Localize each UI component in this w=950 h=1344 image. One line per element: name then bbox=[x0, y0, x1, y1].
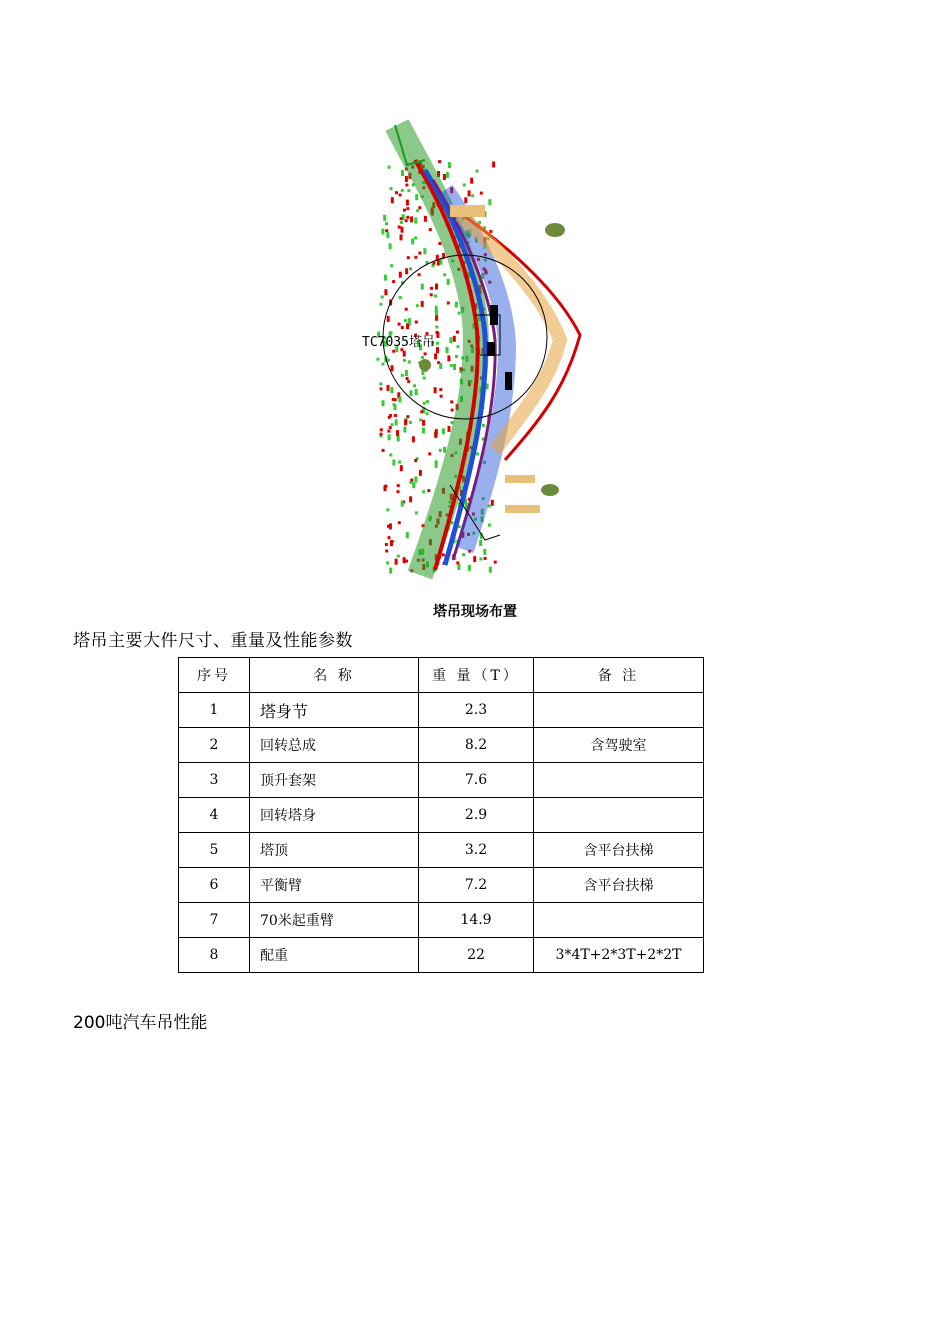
site-marker bbox=[388, 166, 391, 169]
cell-name: 顶升套架 bbox=[250, 763, 419, 798]
site-marker bbox=[408, 360, 411, 363]
site-marker bbox=[400, 465, 403, 471]
site-marker bbox=[414, 459, 417, 462]
site-marker bbox=[405, 176, 408, 182]
site-marker bbox=[448, 426, 451, 432]
site-marker bbox=[453, 364, 456, 370]
site-marker bbox=[398, 521, 401, 524]
site-marker bbox=[435, 462, 438, 468]
site-marker bbox=[380, 433, 383, 436]
cell-weight: 7.2 bbox=[419, 868, 534, 903]
site-marker bbox=[401, 501, 404, 507]
cell-no: 1 bbox=[179, 693, 250, 728]
header-weight: 重 量（T） bbox=[419, 658, 534, 693]
site-marker bbox=[439, 449, 442, 452]
site-marker bbox=[423, 402, 426, 405]
site-marker bbox=[387, 430, 390, 433]
site-marker bbox=[455, 302, 458, 308]
table-row bbox=[179, 798, 704, 833]
site-marker bbox=[388, 434, 391, 440]
site-marker bbox=[406, 532, 409, 538]
cell-weight: 14.9 bbox=[419, 903, 534, 938]
site-marker bbox=[447, 279, 450, 285]
site-marker bbox=[384, 275, 387, 281]
site-marker bbox=[400, 234, 403, 240]
crane-label: TC7035塔吊 bbox=[362, 335, 435, 350]
site-marker bbox=[397, 436, 400, 442]
site-marker bbox=[434, 294, 437, 297]
site-marker bbox=[399, 194, 402, 197]
site-marker bbox=[428, 452, 431, 455]
site-marker bbox=[434, 387, 437, 393]
site-marker bbox=[416, 209, 419, 212]
site-marker bbox=[401, 189, 404, 192]
site-marker bbox=[414, 477, 417, 483]
cell-no: 4 bbox=[179, 798, 250, 833]
site-marker bbox=[408, 318, 411, 324]
cell-name: 塔身节 bbox=[250, 693, 419, 728]
site-marker bbox=[448, 162, 451, 168]
site-marker bbox=[401, 326, 404, 329]
site-marker bbox=[457, 564, 460, 570]
site-marker bbox=[414, 256, 417, 259]
site-marker bbox=[415, 194, 418, 200]
site-marker bbox=[389, 426, 392, 429]
site-marker bbox=[434, 432, 437, 438]
site-marker bbox=[410, 390, 413, 396]
cell-weight: 2.9 bbox=[419, 798, 534, 833]
cell-remark: 3*4T+2*3T+2*2T bbox=[534, 938, 704, 973]
site-marker bbox=[421, 301, 424, 307]
site-marker bbox=[451, 409, 454, 412]
cell-no: 5 bbox=[179, 833, 250, 868]
site-marker bbox=[456, 561, 459, 564]
site-marker bbox=[385, 229, 388, 232]
site-marker bbox=[391, 197, 394, 203]
site-marker bbox=[447, 355, 450, 361]
site-marker bbox=[392, 398, 395, 401]
cell-remark bbox=[534, 798, 704, 833]
site-marker bbox=[410, 479, 413, 482]
site-marker bbox=[456, 331, 459, 334]
cell-remark: 含平台扶梯 bbox=[534, 833, 704, 868]
cell-name: 塔顶 bbox=[250, 833, 419, 868]
site-marker bbox=[455, 355, 458, 358]
site-marker bbox=[380, 387, 383, 390]
site-marker bbox=[414, 218, 417, 224]
site-marker bbox=[405, 268, 408, 274]
site-marker bbox=[491, 500, 494, 506]
site-marker bbox=[406, 377, 409, 380]
site-marker bbox=[382, 449, 385, 452]
cell-name: 配重 bbox=[250, 938, 419, 973]
site-marker bbox=[403, 359, 406, 362]
site-marker bbox=[482, 424, 485, 427]
site-marker bbox=[409, 267, 412, 270]
site-marker bbox=[397, 484, 400, 487]
site-marker bbox=[391, 365, 394, 371]
site-marker bbox=[392, 460, 395, 466]
site-marker bbox=[379, 303, 382, 306]
table-row bbox=[179, 938, 704, 973]
site-marker bbox=[392, 350, 395, 353]
site-marker bbox=[488, 524, 491, 527]
site-marker bbox=[392, 280, 395, 283]
site-marker bbox=[443, 174, 446, 180]
site-marker bbox=[401, 170, 404, 176]
site-marker bbox=[393, 403, 396, 406]
figure-caption: 塔吊现场布置 bbox=[433, 604, 517, 620]
site-marker bbox=[479, 540, 482, 546]
site-marker bbox=[421, 284, 424, 290]
site-marker bbox=[443, 273, 446, 276]
site-marker bbox=[407, 380, 410, 383]
site-marker bbox=[409, 496, 412, 502]
site-marker bbox=[395, 191, 398, 194]
site-marker bbox=[427, 489, 430, 492]
site-marker bbox=[468, 565, 471, 571]
site-marker bbox=[405, 219, 408, 222]
site-marker bbox=[464, 197, 467, 203]
site-marker bbox=[405, 184, 408, 187]
site-marker bbox=[443, 447, 446, 453]
site-marker bbox=[398, 461, 401, 464]
site-marker bbox=[398, 397, 401, 403]
site-marker bbox=[394, 414, 397, 417]
site-marker bbox=[381, 363, 384, 366]
cell-weight: 2.3 bbox=[419, 693, 534, 728]
site-marker bbox=[430, 293, 433, 296]
site-marker bbox=[439, 259, 442, 265]
site-marker bbox=[396, 430, 399, 436]
site-marker bbox=[438, 160, 441, 163]
site-marker bbox=[436, 347, 439, 353]
site-marker bbox=[429, 228, 432, 231]
site-marker bbox=[386, 232, 389, 238]
site-marker bbox=[391, 423, 394, 426]
site-marker bbox=[390, 187, 393, 190]
site-marker bbox=[484, 557, 487, 560]
site-marker bbox=[419, 419, 422, 422]
site-marker bbox=[409, 421, 412, 424]
header-no: 序号 bbox=[179, 658, 250, 693]
site-marker bbox=[389, 568, 392, 574]
site-marker bbox=[385, 543, 388, 546]
site-marker bbox=[386, 561, 389, 564]
site-marker bbox=[494, 561, 497, 564]
site-marker bbox=[438, 242, 441, 245]
site-marker bbox=[398, 226, 401, 229]
site-marker bbox=[419, 470, 422, 476]
site-marker bbox=[406, 200, 409, 206]
table-row bbox=[179, 693, 704, 728]
site-marker bbox=[399, 272, 402, 278]
site-marker bbox=[380, 428, 383, 431]
site-marker bbox=[385, 222, 388, 225]
site-marker bbox=[414, 236, 417, 239]
table-header-row bbox=[179, 658, 704, 693]
site-marker bbox=[435, 326, 438, 329]
site-marker bbox=[489, 567, 492, 573]
site-marker bbox=[468, 190, 471, 196]
site-marker bbox=[403, 557, 406, 563]
cell-remark: 含平台扶梯 bbox=[534, 868, 704, 903]
site-marker bbox=[453, 336, 456, 342]
site-marker bbox=[398, 323, 401, 326]
site-marker bbox=[406, 207, 409, 210]
site-marker bbox=[395, 559, 398, 565]
site-marker bbox=[405, 308, 408, 311]
cell-name: 平衡臂 bbox=[250, 868, 419, 903]
site-marker bbox=[450, 364, 453, 367]
site-marker bbox=[476, 452, 479, 455]
site-marker bbox=[401, 227, 404, 233]
site-marker bbox=[384, 289, 387, 295]
site-marker bbox=[436, 331, 439, 334]
site-marker bbox=[405, 370, 408, 376]
site-marker bbox=[412, 482, 415, 488]
site-marker bbox=[489, 230, 492, 233]
site-marker bbox=[433, 262, 436, 265]
table-row bbox=[179, 833, 704, 868]
site-marker bbox=[390, 264, 393, 267]
site-marker bbox=[435, 284, 438, 290]
site-marker bbox=[426, 400, 429, 403]
site-marker bbox=[422, 490, 425, 493]
site-marker bbox=[423, 248, 426, 254]
site-marker bbox=[471, 194, 474, 197]
site-marker bbox=[463, 184, 466, 187]
site-marker bbox=[397, 490, 400, 493]
section2-title: 200吨汽车吊性能 bbox=[73, 1013, 208, 1033]
site-marker bbox=[421, 356, 424, 359]
site-marker bbox=[418, 273, 421, 276]
site-marker bbox=[442, 428, 445, 434]
site-marker bbox=[422, 420, 425, 426]
table-row bbox=[179, 728, 704, 763]
site-marker bbox=[389, 414, 392, 417]
site-marker bbox=[442, 553, 445, 556]
cell-name: 回转总成 bbox=[250, 728, 419, 763]
site-marker bbox=[407, 189, 410, 192]
site-marker bbox=[403, 209, 406, 212]
header-name: 名 称 bbox=[250, 658, 419, 693]
site-marker bbox=[407, 256, 410, 259]
site-marker bbox=[395, 419, 398, 425]
site-marker bbox=[411, 238, 414, 244]
site-layout-figure bbox=[355, 120, 595, 580]
cell-no: 2 bbox=[179, 728, 250, 763]
site-marker bbox=[387, 385, 390, 391]
site-marker bbox=[422, 427, 425, 433]
site-marker bbox=[449, 337, 452, 343]
site-marker bbox=[389, 453, 392, 456]
site-marker bbox=[415, 511, 418, 514]
site-marker bbox=[404, 319, 407, 322]
site-marker bbox=[480, 192, 483, 195]
site-marker bbox=[439, 363, 442, 369]
site-marker bbox=[420, 410, 423, 413]
site-marker bbox=[404, 419, 407, 425]
component-spec-table bbox=[178, 657, 704, 973]
cell-no: 8 bbox=[179, 938, 250, 973]
site-marker bbox=[387, 316, 390, 322]
site-marker bbox=[423, 377, 426, 380]
site-marker bbox=[390, 540, 393, 546]
site-layout-drawing bbox=[355, 120, 595, 580]
site-marker bbox=[389, 243, 392, 249]
table-row bbox=[179, 903, 704, 938]
cell-remark bbox=[534, 903, 704, 938]
site-marker bbox=[473, 556, 476, 562]
site-marker bbox=[382, 400, 385, 406]
site-marker bbox=[488, 199, 491, 205]
table-row bbox=[179, 763, 704, 798]
site-marker bbox=[390, 387, 393, 393]
site-marker bbox=[450, 400, 453, 403]
cell-no: 7 bbox=[179, 903, 250, 938]
cell-no: 6 bbox=[179, 868, 250, 903]
site-marker bbox=[483, 549, 486, 555]
site-marker bbox=[386, 508, 389, 511]
site-marker bbox=[381, 296, 384, 299]
site-marker bbox=[418, 252, 421, 255]
site-marker bbox=[387, 525, 390, 528]
site-marker bbox=[435, 315, 438, 321]
cell-name: 回转塔身 bbox=[250, 798, 419, 833]
cell-weight: 3.2 bbox=[419, 833, 534, 868]
header-remark: 备 注 bbox=[534, 658, 704, 693]
site-marker bbox=[406, 216, 409, 219]
site-marker bbox=[435, 309, 438, 315]
site-marker bbox=[416, 304, 419, 307]
cell-no: 3 bbox=[179, 763, 250, 798]
site-marker bbox=[383, 215, 386, 221]
site-marker bbox=[446, 172, 449, 178]
site-marker bbox=[476, 170, 479, 173]
site-marker bbox=[440, 395, 443, 398]
table-row bbox=[179, 868, 704, 903]
site-marker bbox=[479, 558, 482, 561]
site-marker bbox=[462, 553, 465, 556]
site-marker bbox=[413, 384, 416, 387]
site-marker bbox=[384, 485, 387, 491]
site-marker bbox=[492, 162, 495, 168]
site-marker bbox=[397, 555, 400, 558]
site-marker bbox=[426, 412, 429, 415]
site-marker bbox=[412, 436, 415, 442]
cell-weight: 22 bbox=[419, 938, 534, 973]
site-marker bbox=[401, 374, 404, 377]
site-marker bbox=[388, 536, 391, 539]
site-marker bbox=[415, 389, 418, 395]
site-marker bbox=[415, 321, 418, 324]
site-marker bbox=[447, 302, 450, 305]
site-marker bbox=[406, 415, 409, 418]
site-marker bbox=[424, 352, 427, 355]
site-marker bbox=[403, 351, 406, 357]
site-marker bbox=[376, 358, 379, 361]
site-marker bbox=[430, 287, 433, 290]
cell-name: 70米起重臂 bbox=[250, 903, 419, 938]
site-marker bbox=[458, 312, 461, 315]
section-title: 塔吊主要大件尺寸、重量及性能参数 bbox=[73, 631, 353, 651]
cell-remark bbox=[534, 763, 704, 798]
site-marker bbox=[400, 221, 403, 224]
site-marker bbox=[436, 342, 439, 345]
site-marker bbox=[410, 216, 413, 222]
cell-weight: 8.2 bbox=[419, 728, 534, 763]
site-marker bbox=[418, 206, 421, 209]
site-marker bbox=[385, 550, 388, 553]
site-marker bbox=[457, 345, 460, 348]
site-marker bbox=[400, 217, 403, 220]
site-marker bbox=[381, 229, 384, 235]
site-marker bbox=[424, 216, 427, 222]
cell-remark bbox=[534, 693, 704, 728]
site-marker bbox=[403, 427, 406, 433]
site-marker bbox=[446, 347, 449, 353]
cell-remark: 含驾驶室 bbox=[534, 728, 704, 763]
site-marker bbox=[470, 178, 473, 184]
cell-weight: 7.6 bbox=[419, 763, 534, 798]
site-marker bbox=[390, 331, 393, 334]
site-marker bbox=[439, 388, 442, 391]
site-marker bbox=[379, 383, 382, 386]
site-marker bbox=[434, 353, 437, 359]
site-marker bbox=[399, 296, 402, 299]
